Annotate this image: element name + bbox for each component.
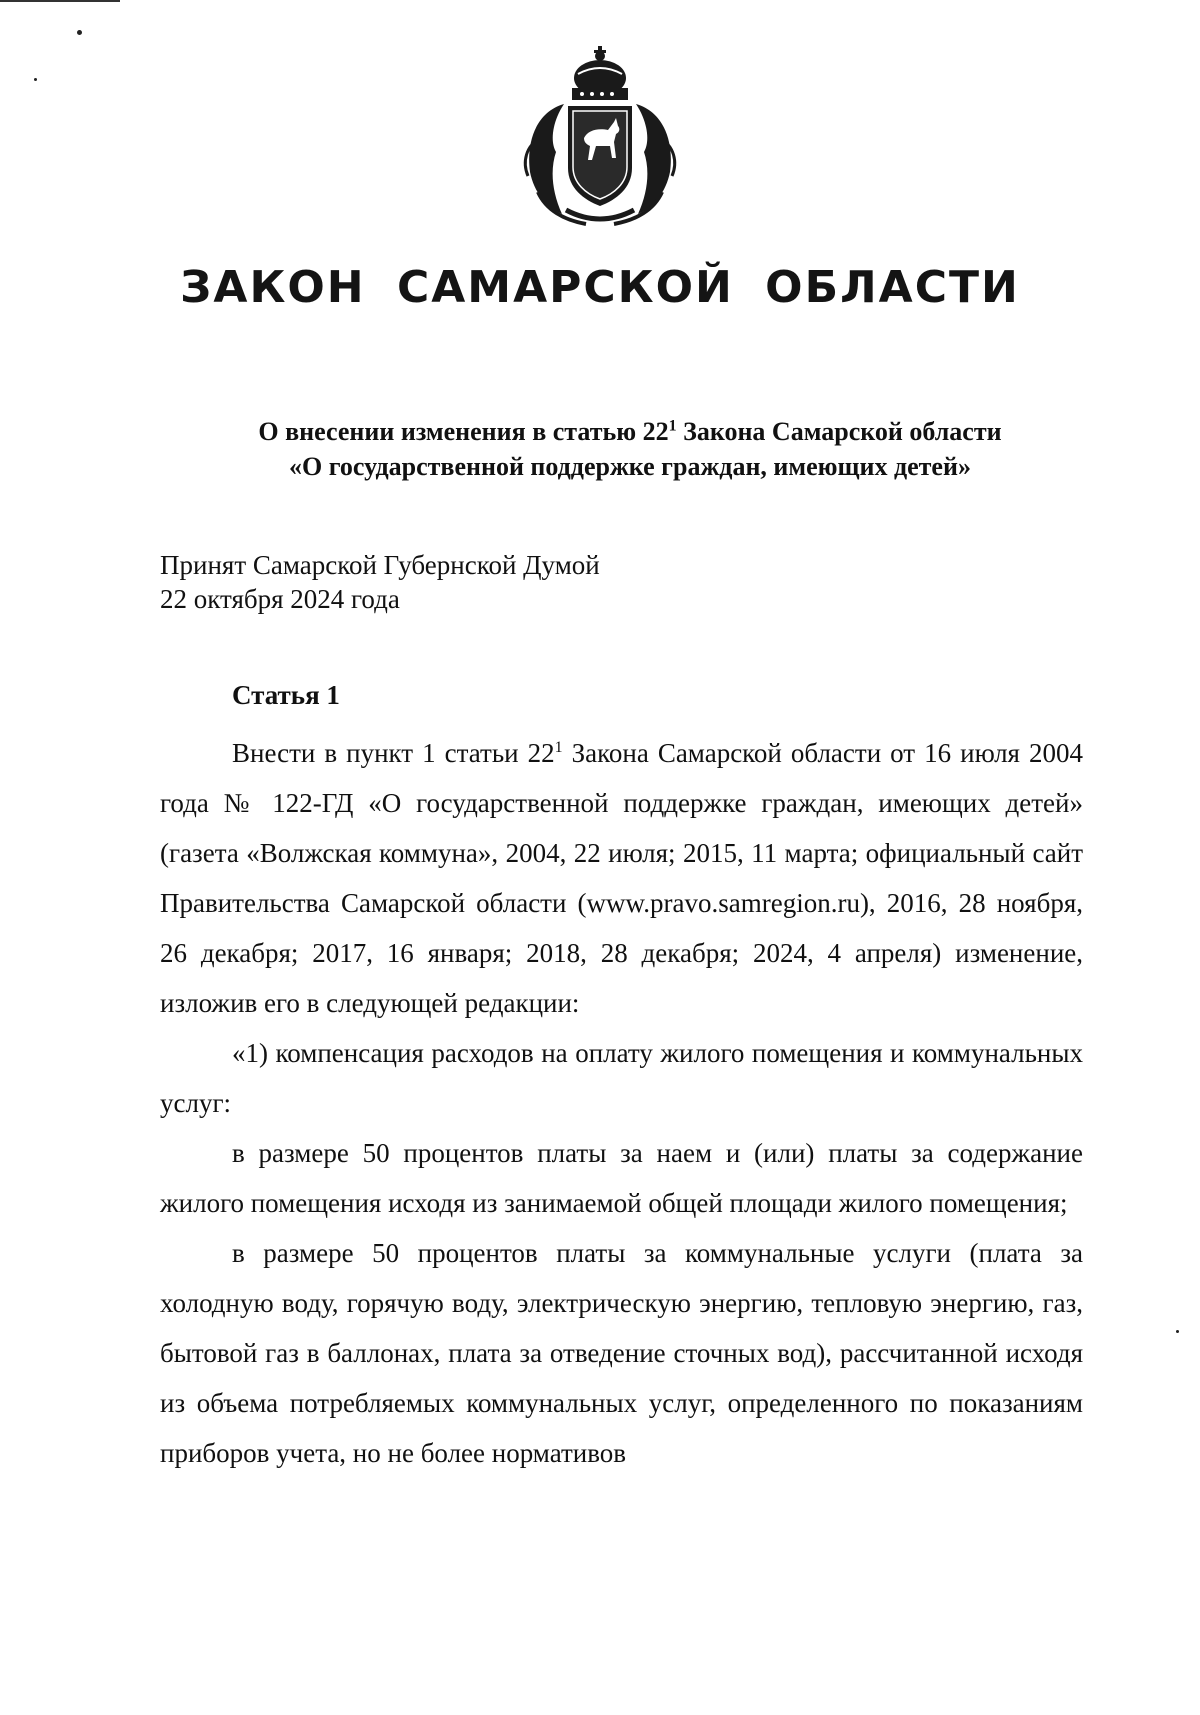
superscript: 1 bbox=[554, 739, 563, 756]
adoption-body: Принят Самарской Губернской Думой bbox=[160, 550, 600, 580]
paragraph bbox=[160, 728, 1083, 1028]
scan-dot bbox=[34, 78, 37, 81]
superscript: 1 bbox=[668, 417, 677, 435]
article-heading: Статья 1 bbox=[232, 680, 340, 710]
adoption-note bbox=[160, 548, 600, 616]
subtitle-line-1 bbox=[160, 414, 1100, 449]
article-body bbox=[160, 728, 1083, 1478]
subtitle-text: Закона Самарской области bbox=[676, 417, 1002, 446]
subtitle-line-2: «О государственной поддержке граждан, имеющих детей» bbox=[289, 452, 971, 481]
adoption-date: 22 октября 2024 года bbox=[160, 584, 400, 614]
paragraph-text: Закона Самарской области от 16 июля 2004 года № 122-ГД «О государственной поддержке граждан, имеющих детей» (газета «Волжская коммуна», 2004, 22 июля; 2015, 11 марта; официальный сайт Правительства Самарской области (www.pravo.samregion.ru), 2016, 28 ноября, 26 декабря; 2017, 16 января; 2018, 28 декабря; 2024, 4 апреля) изменение, изложив его в следующей редакции: bbox=[160, 738, 1083, 1018]
law-subtitle bbox=[160, 414, 1100, 484]
paragraph: в размере 50 процентов платы за наем и (или) платы за содержание жилого помещения исходя из занимаемой общей площади жилого помещения; bbox=[160, 1138, 1083, 1218]
scan-edge-line bbox=[0, 0, 120, 2]
subtitle-text: О внесении изменения в статью 22 bbox=[258, 417, 669, 446]
scan-dot bbox=[77, 30, 82, 35]
law-title: ЗАКОН САМАРСКОЙ ОБЛАСТИ bbox=[180, 262, 1020, 313]
paragraph: «1) компенсация расходов на оплату жилого помещения и коммунальных услуг: bbox=[160, 1038, 1083, 1118]
samara-coat-of-arms-icon bbox=[516, 42, 684, 228]
paragraph-text: Внести в пункт 1 статьи 22 bbox=[232, 738, 555, 768]
scan-dot bbox=[1176, 1330, 1179, 1333]
paragraph: в размере 50 процентов платы за коммунальные услуги (плата за холодную воду, горячую воду, электрическую энергию, тепловую энергию, газ, бытовой газ в баллонах, плата за отведение сточных вод), рассчитанной исходя из объема потребляемых коммунальных услуг, определенного по показаниям приборов учета, но не более нормативов bbox=[160, 1238, 1083, 1468]
